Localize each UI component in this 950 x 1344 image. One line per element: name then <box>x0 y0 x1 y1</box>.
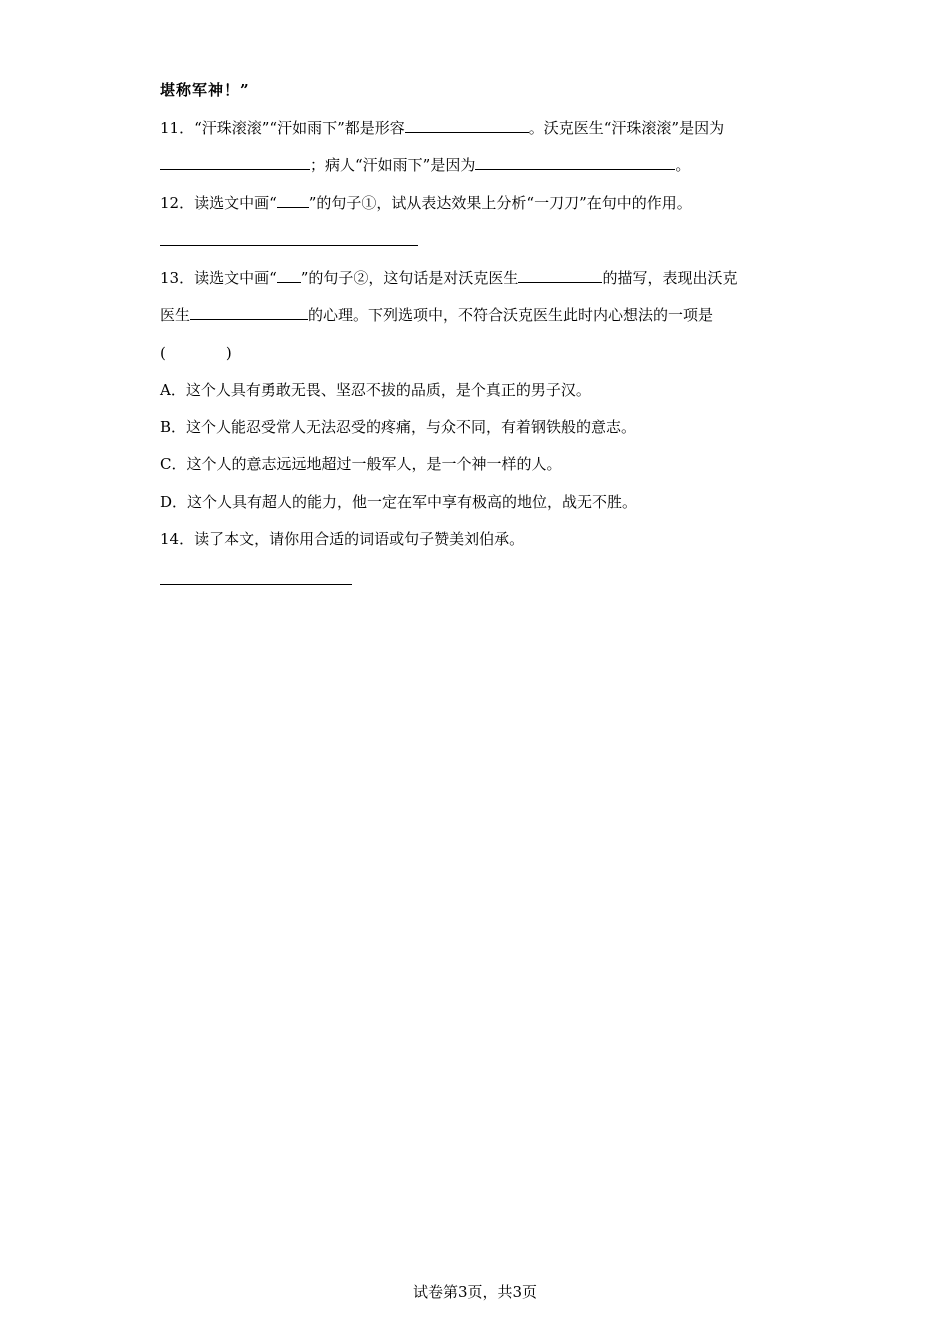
q13-option-c[interactable]: C．这个人的意志远远地超过一般军人，是一个神一样的人。 <box>160 455 562 473</box>
q13-underline-mark <box>277 268 301 283</box>
question-12-line <box>160 192 790 214</box>
question-13-line-1 <box>160 267 790 289</box>
q13-text-1: 13．读选文中画“ <box>160 269 277 287</box>
q12-answer-line[interactable] <box>160 245 418 246</box>
q11-blank-1[interactable] <box>405 118 529 133</box>
q11-blank-2[interactable] <box>160 155 310 170</box>
q11-blank-3[interactable] <box>475 155 675 170</box>
q13-option-b[interactable]: B．这个人能忍受常人无法忍受的疼痛，与众不同，有着钢铁般的意志。 <box>160 418 637 436</box>
question-13-line-2 <box>160 304 790 326</box>
q13-answer-paren[interactable]: ( ) <box>160 344 232 362</box>
q13-text-4: 医生 <box>160 306 191 324</box>
q13-option-a[interactable]: A．这个人具有勇敢无畏、坚忍不拔的品质，是个真正的男子汉。 <box>160 381 591 399</box>
q12-text-1: 12．读选文中画“ <box>160 194 277 212</box>
question-11-line-2 <box>160 154 790 176</box>
q11-text-1: 11．“汗珠滚滚”“汗如雨下”都是形容 <box>160 119 405 137</box>
continuation-text: 堪称军神！” <box>160 81 250 99</box>
q14-answer-line[interactable] <box>160 584 352 585</box>
question-11-line-1 <box>160 117 790 139</box>
page-footer: 试卷第3页，共3页 <box>412 1283 538 1301</box>
q13-text-2: ”的句子②，这句话是对沃克医生 <box>300 269 519 287</box>
q12-underline-mark <box>277 193 309 208</box>
q11-text-3: ；病人“汗如雨下”是因为 <box>310 156 476 174</box>
q13-blank-2[interactable] <box>190 305 308 320</box>
q13-text-5: 的心理。下列选项中，不符合沃克医生此时内心想法的一项是 <box>308 306 714 324</box>
q11-text-2: 。沃克医生“汗珠滚滚”是因为 <box>528 119 725 137</box>
q12-text-2: ”的句子①，试从表达效果上分析“一刀刀”在句中的作用。 <box>308 194 692 212</box>
q13-option-d[interactable]: D．这个人具有超人的能力，他一定在军中享有极高的地位，战无不胜。 <box>160 493 638 511</box>
question-14-line: 14．读了本文，请你用合适的词语或句子赞美刘伯承。 <box>160 530 525 548</box>
q13-blank-1[interactable] <box>518 268 602 283</box>
q11-text-4: 。 <box>675 156 691 174</box>
q13-text-3: 的描写，表现出沃克 <box>602 269 738 287</box>
